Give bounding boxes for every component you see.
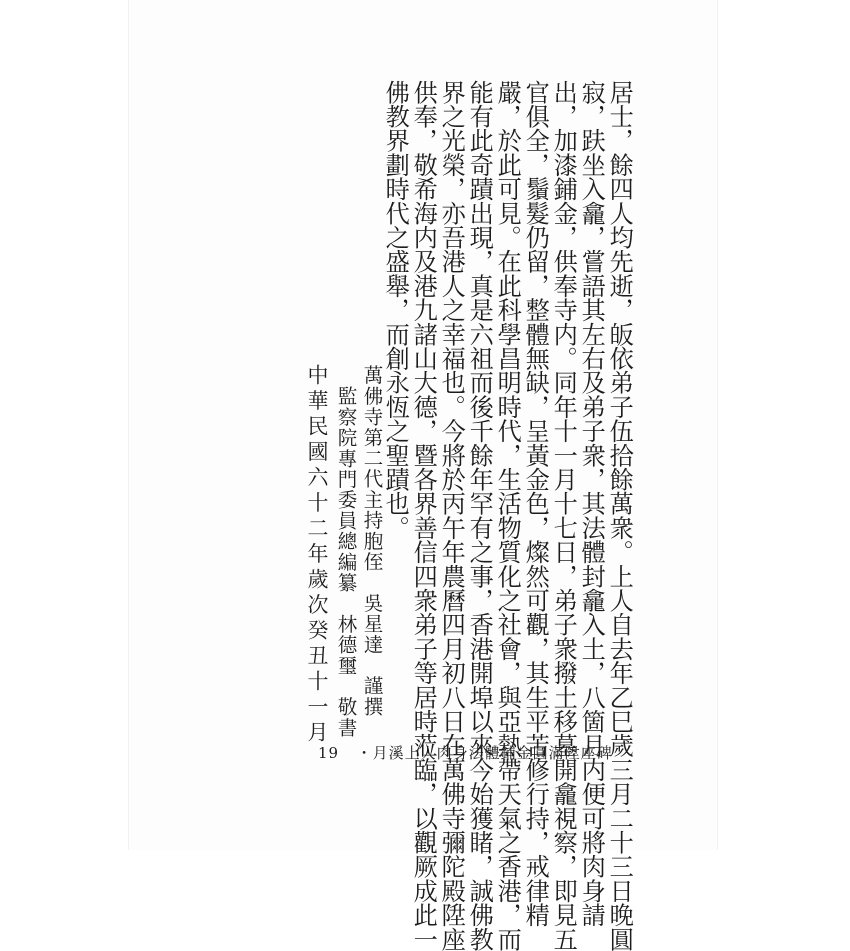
running-title: ・月溪上人肉身法體鋪金圓滿陞座碑	[356, 744, 613, 762]
body-column-3: 出，加漆鋪金，供奉寺内。同年十一月十七日，弟子衆撥土移墓開龕視察，即見五	[549, 80, 578, 951]
body-column-9: 佛教界劃時代之盛舉，而創永恆之聖蹟也。	[381, 80, 410, 540]
body-column-6: 能有此奇蹟出現，真是六祖而後千餘年罕有之事，香港開埠以來今始獲睹，誠佛教	[465, 80, 494, 951]
body-column-5: 嚴，於此可見。在此科學昌明時代，生活物質化之社會，與亞熱帶天氣之香港，而	[493, 80, 522, 951]
page-number: 19	[318, 744, 340, 762]
signature-date: 中華民國六十二年歲次癸丑十一月	[305, 364, 329, 747]
signature-author: 萬佛寺第二代主持胞侄 吳星達 謹撰	[360, 365, 384, 717]
body-column-4: 官俱全，鬚髮仍留，整體無缺，呈黃金色，燦然可觀，其生平苦修行持，戒律精	[521, 80, 550, 927]
body-column-7: 界之光榮，亦吾港人之幸福也。今將於丙午年農曆四月初八日在萬佛寺彌陀殿陞座	[437, 80, 466, 951]
signature-calligrapher: 監察院專門委員總編纂 林德璽 敬書	[334, 386, 358, 738]
body-column-2: 寂，趺坐入龕，嘗語其左右及弟子衆，其法體封龕入土，八箇月内便可將肉身請	[577, 80, 606, 927]
page-footer	[318, 742, 613, 763]
body-column-8: 供奉，敬希海内及港九諸山大德，暨各界善信四衆弟子等居時蒞臨，以觀厥成此一	[409, 80, 438, 951]
body-column-1: 居士，餘四人均先逝，皈依弟子伍拾餘萬衆。上人自去年乙巳歲三月二十三日晚圓	[605, 80, 634, 951]
